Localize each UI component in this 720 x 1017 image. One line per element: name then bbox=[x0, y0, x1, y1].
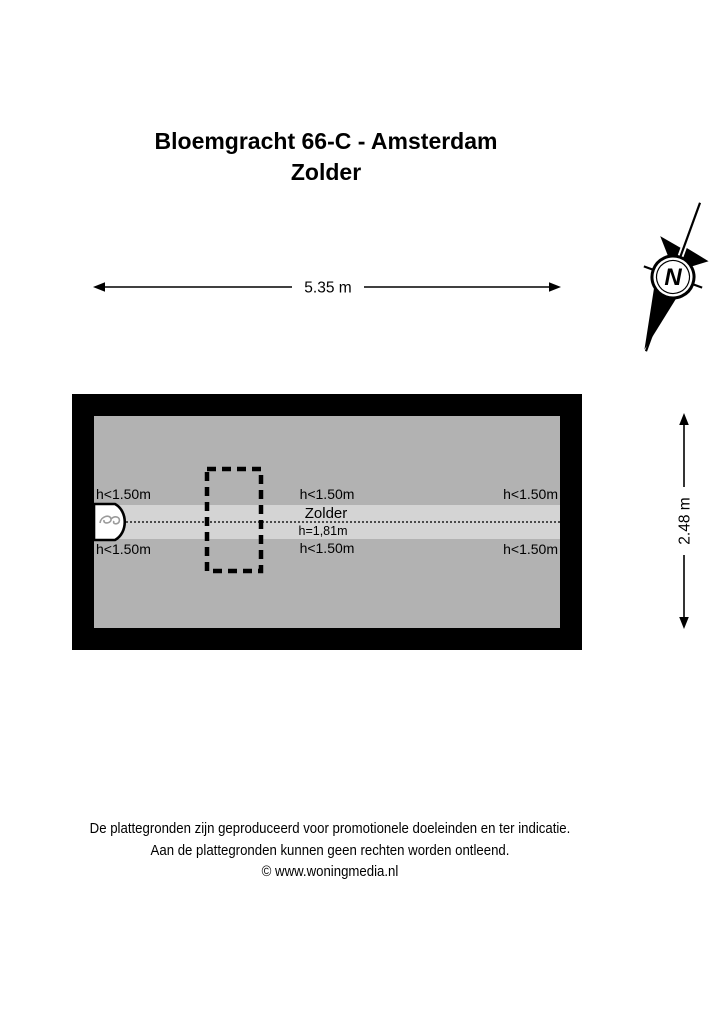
ridge-height-label: h=1,81m bbox=[298, 524, 348, 538]
disclaimer-line-2: Aan de plattegronden kunnen geen rechten worden ontleend. bbox=[150, 841, 510, 859]
headroom-label-bottom-left: h<1.50m bbox=[96, 541, 151, 557]
window-symbol-icon bbox=[92, 502, 134, 542]
arrow-right-icon bbox=[549, 282, 561, 292]
headroom-label-top-right: h<1.50m bbox=[503, 486, 558, 502]
height-dimension bbox=[670, 407, 704, 635]
floorplan-walls bbox=[72, 394, 582, 650]
headroom-label-top-left: h<1.50m bbox=[96, 486, 151, 502]
floorplan-floor bbox=[94, 416, 560, 628]
page-title bbox=[0, 126, 652, 188]
disclaimer-line-1: De plattegronden zijn geproduceerd voor promotionele doeleinden en ter indicatie. bbox=[89, 820, 571, 837]
width-dimension bbox=[88, 277, 566, 299]
room-name-label: Zolder bbox=[304, 505, 348, 522]
title-address: Bloemgracht 66-C - Amsterdam bbox=[154, 128, 498, 154]
height-dimension-label: 2.48 m bbox=[676, 497, 694, 545]
disclaimer bbox=[0, 818, 660, 883]
title-floor: Zolder bbox=[290, 159, 362, 185]
headroom-label-bottom-center: h<1.50m bbox=[299, 540, 355, 556]
disclaimer-copyright: © www.woningmedia.nl bbox=[261, 863, 399, 880]
stair-opening-outline bbox=[203, 466, 265, 575]
compass-north-label: N bbox=[664, 264, 682, 291]
arrow-left-icon bbox=[93, 282, 105, 292]
headroom-label-bottom-right: h<1.50m bbox=[503, 541, 558, 557]
north-compass-icon bbox=[624, 192, 720, 358]
headroom-label-top-center: h<1.50m bbox=[299, 486, 355, 502]
arrow-up-icon bbox=[679, 413, 689, 425]
arrow-down-icon bbox=[679, 617, 689, 629]
width-dimension-label: 5.35 m bbox=[304, 279, 352, 297]
